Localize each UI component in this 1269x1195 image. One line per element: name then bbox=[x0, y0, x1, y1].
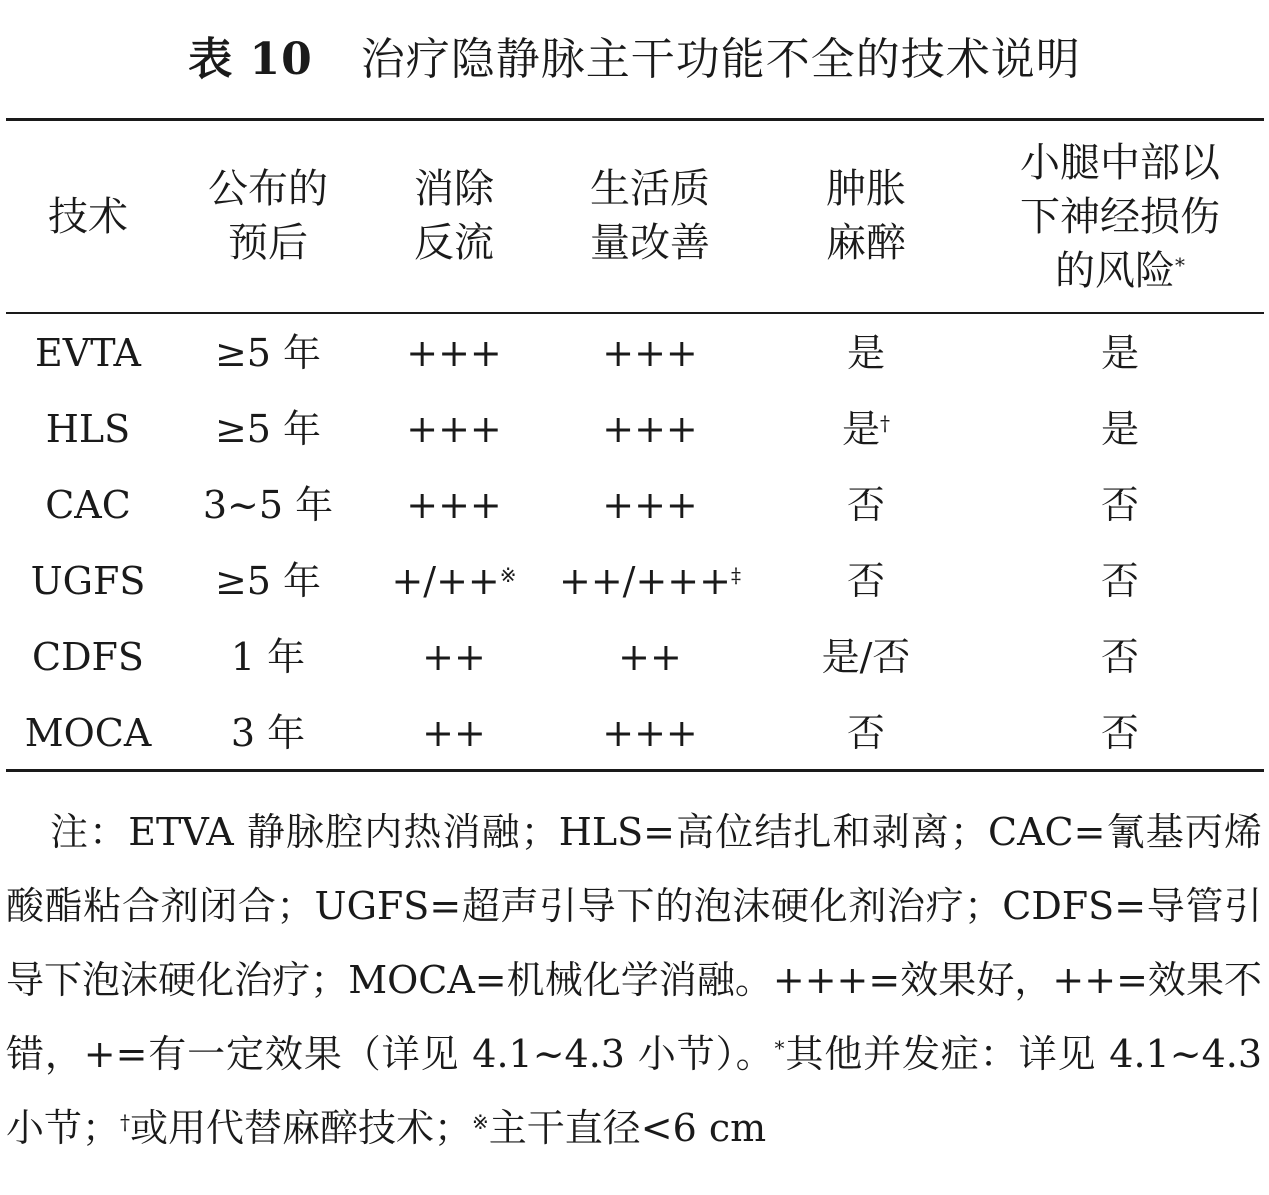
header-line: 生活质 bbox=[590, 166, 710, 212]
cell-text: ++ bbox=[422, 711, 486, 755]
note-text-1: 注：ETVA 静脉腔内热消融；HLS=高位结扎和剥离；CAC=氰基丙烯酸酯粘合剂闭合；UGFS=超声引导下的泡沫硬化剂治疗；CDFS=导管引导下泡沫硬化治疗；MOCA=机械化学消融。+++=效果好，++=效果不错，+=有一定效果（详见 4.1~4.3 小节）。 bbox=[6, 810, 1262, 1076]
cell-tumescent-anesthesia bbox=[766, 328, 966, 378]
table-label: 表 10 bbox=[188, 34, 313, 85]
header-line: 麻醉 bbox=[826, 220, 906, 266]
cell-reflux-elimination bbox=[364, 708, 544, 758]
cell-technique bbox=[3, 328, 173, 378]
cell-text: 否 bbox=[1100, 635, 1139, 679]
cell-quality-of-life bbox=[540, 632, 760, 682]
cell-text: +++ bbox=[602, 483, 698, 527]
cell-text: 是/否 bbox=[821, 635, 911, 679]
cell-nerve-injury-risk bbox=[975, 404, 1265, 454]
cell-technique bbox=[3, 708, 173, 758]
cell-nerve-injury-risk bbox=[975, 480, 1265, 530]
cell-quality-of-life bbox=[540, 404, 760, 454]
cell-text: ≥5 年 bbox=[214, 331, 322, 375]
cell-technique bbox=[3, 556, 173, 606]
cell-technique bbox=[3, 404, 173, 454]
header-line: 肿胀 bbox=[826, 166, 906, 212]
header-line bbox=[975, 244, 1265, 298]
cell-tumescent-anesthesia bbox=[766, 708, 966, 758]
cell-text: +++ bbox=[406, 331, 502, 375]
cell-text: 是 bbox=[846, 331, 885, 375]
header-line: 反流 bbox=[414, 220, 494, 266]
header-rule bbox=[6, 312, 1264, 314]
cell-tumescent-anesthesia bbox=[766, 480, 966, 530]
cell-text: +++ bbox=[602, 711, 698, 755]
cell-technique bbox=[3, 480, 173, 530]
header-line: 预后 bbox=[228, 220, 308, 266]
cell-nerve-injury-risk bbox=[975, 632, 1265, 682]
header-line: 公布的 bbox=[208, 166, 328, 212]
cell-text: 否 bbox=[1100, 711, 1139, 755]
header-line: 技术 bbox=[48, 194, 128, 240]
cell-quality-of-life bbox=[540, 480, 760, 530]
cell-text: +++ bbox=[406, 407, 502, 451]
table-caption: 治疗隐静脉主干功能不全的技术说明 bbox=[360, 34, 1081, 85]
note-mark-3: ※ bbox=[472, 1110, 489, 1134]
note-mark-1: * bbox=[774, 1036, 785, 1060]
bottom-rule bbox=[6, 769, 1264, 772]
header-footnote-mark: * bbox=[1175, 253, 1185, 277]
cell-reflux-elimination bbox=[364, 556, 544, 606]
cell-reflux-elimination bbox=[364, 404, 544, 454]
header-line-text: 的风险 bbox=[1055, 248, 1175, 294]
cell-text: ++ bbox=[422, 635, 486, 679]
cell-nerve-injury-risk bbox=[975, 556, 1265, 606]
cell-text: +++ bbox=[602, 407, 698, 451]
cell-footnote-mark: ‡ bbox=[731, 563, 741, 587]
header-line: 小腿中部以 bbox=[1020, 140, 1220, 186]
header-quality-of-life bbox=[540, 162, 760, 270]
cell-text: 3 年 bbox=[230, 711, 306, 755]
cell-footnote-mark: ※ bbox=[499, 563, 517, 587]
header-line: 下神经损伤 bbox=[1020, 194, 1220, 240]
cell-tumescent-anesthesia bbox=[766, 556, 966, 606]
header-nerve-injury-risk bbox=[975, 136, 1265, 298]
header-technique bbox=[3, 190, 173, 244]
note-text-4: 主干直径<6 cm bbox=[488, 1106, 767, 1150]
cell-text: 是 bbox=[1100, 407, 1139, 451]
cell-text: HLS bbox=[45, 407, 131, 451]
cell-text: +++ bbox=[406, 483, 502, 527]
cell-text: 否 bbox=[846, 483, 885, 527]
cell-text: 3~5 年 bbox=[202, 483, 334, 527]
note-mark-2: † bbox=[120, 1110, 131, 1134]
header-tumescent-anesthesia bbox=[766, 162, 966, 270]
header-line: 量改善 bbox=[590, 220, 710, 266]
cell-reflux-elimination bbox=[364, 632, 544, 682]
table-note bbox=[6, 795, 1262, 1165]
cell-reflux-elimination bbox=[364, 328, 544, 378]
cell-tumescent-anesthesia bbox=[766, 632, 966, 682]
header-reflux-elimination bbox=[364, 162, 544, 270]
header-line: 消除 bbox=[414, 166, 494, 212]
cell-text: ≥5 年 bbox=[214, 407, 322, 451]
cell-quality-of-life bbox=[540, 556, 760, 606]
cell-nerve-injury-risk bbox=[975, 328, 1265, 378]
cell-text: MOCA bbox=[24, 711, 152, 755]
cell-text: +/++ bbox=[391, 559, 500, 603]
cell-quality-of-life bbox=[540, 708, 760, 758]
cell-prognosis bbox=[173, 404, 363, 454]
cell-text: UGFS bbox=[30, 559, 146, 603]
cell-text: 是 bbox=[841, 407, 880, 451]
cell-prognosis bbox=[173, 480, 363, 530]
cell-technique bbox=[3, 632, 173, 682]
cell-prognosis bbox=[173, 556, 363, 606]
cell-text: ≥5 年 bbox=[214, 559, 322, 603]
cell-text: CDFS bbox=[32, 635, 144, 679]
cell-prognosis bbox=[173, 632, 363, 682]
note-text-2: 其他并发症：详见 4.1~4.3 小节； bbox=[6, 1032, 1262, 1150]
cell-text: +++ bbox=[602, 331, 698, 375]
cell-text: ++ bbox=[618, 635, 682, 679]
cell-text: 是 bbox=[1100, 331, 1139, 375]
cell-prognosis bbox=[173, 708, 363, 758]
cell-tumescent-anesthesia bbox=[766, 404, 966, 454]
cell-text: 否 bbox=[846, 711, 885, 755]
cell-text: 否 bbox=[1100, 483, 1139, 527]
cell-quality-of-life bbox=[540, 328, 760, 378]
cell-text: 否 bbox=[1100, 559, 1139, 603]
cell-text: 1 年 bbox=[230, 635, 306, 679]
cell-text: 否 bbox=[846, 559, 885, 603]
cell-reflux-elimination bbox=[364, 480, 544, 530]
top-rule bbox=[6, 118, 1264, 121]
header-prognosis bbox=[173, 162, 363, 270]
cell-prognosis bbox=[173, 328, 363, 378]
cell-footnote-mark: † bbox=[880, 411, 890, 435]
cell-text: EVTA bbox=[35, 331, 141, 375]
note-text-3: 或用代替麻醉技术； bbox=[130, 1106, 473, 1150]
cell-text: ++/+++ bbox=[558, 559, 731, 603]
table-title bbox=[0, 30, 1269, 90]
cell-nerve-injury-risk bbox=[975, 708, 1265, 758]
cell-text: CAC bbox=[45, 483, 131, 527]
